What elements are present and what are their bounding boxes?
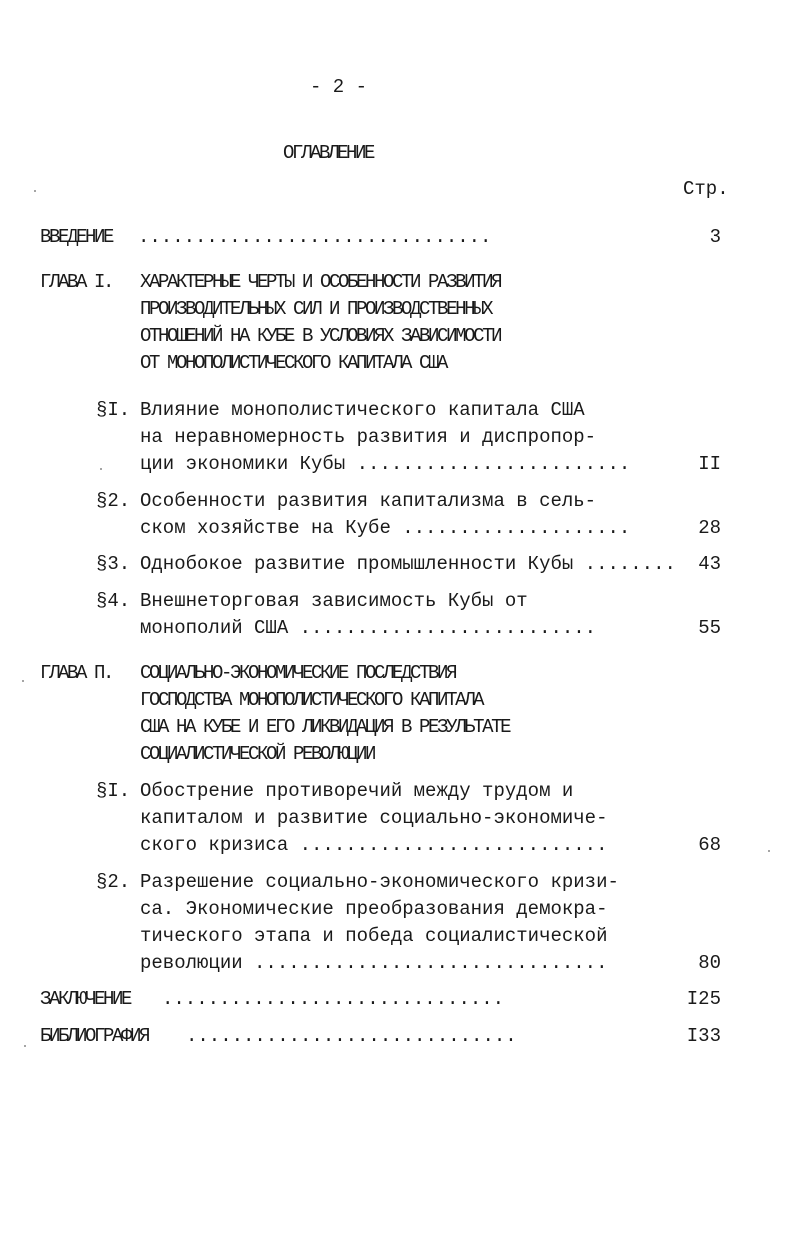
section-line: Внешнеторговая зависимость Кубы от (140, 590, 528, 612)
chapter2-title-line: СОЦИАЛИСТИЧЕСКОЙ РЕВОЛЮЦИИ (140, 743, 375, 765)
section-line: капиталом и развитие социально-экономиче- (140, 807, 608, 829)
section-page: 68 (698, 834, 721, 856)
section-page: 80 (698, 952, 721, 974)
chapter1-title-line: ОТНОШЕНИЙ НА КУБЕ В УСЛОВИЯХ ЗАВИСИМОСТИ (140, 325, 501, 347)
scan-speck (100, 468, 102, 470)
section-page: II (698, 453, 721, 475)
section-line: Однобокое развитие промышленности Кубы ........ (140, 553, 676, 575)
conclusion-leader: .............................. (162, 988, 505, 1010)
section-page: 28 (698, 517, 721, 539)
scan-speck (34, 190, 36, 192)
section-line: монополий США .......................... (140, 617, 597, 639)
section-line: тического этапа и победа социалистической (140, 925, 608, 947)
section-number: §I. (96, 399, 131, 421)
chapter1-title-line: ХАРАКТЕРНЫЕ ЧЕРТЫ И ОСОБЕННОСТИ РАЗВИТИЯ (140, 271, 501, 293)
section-number: §2. (96, 871, 131, 893)
intro-label: ВВЕДЕНИЕ (40, 226, 113, 248)
chapter1-title-line: ПРОИЗВОДИТЕЛЬНЫХ СИЛ И ПРОИЗВОДСТВЕННЫХ (140, 298, 492, 320)
section-line: на неравномерность развития и диспропор- (140, 426, 597, 448)
section-line: революции ............................... (140, 952, 608, 974)
section-line: ского кризиса ........................... (140, 834, 608, 856)
scan-speck (24, 1045, 26, 1047)
bibliography-page: I33 (686, 1025, 721, 1047)
intro-page: 3 (709, 226, 721, 248)
chapter1-title-line: ОТ МОНОПОЛИСТИЧЕСКОГО КАПИТАЛА США (140, 352, 447, 374)
toc-heading: ОГЛАВЛЕНИЕ (283, 142, 374, 164)
scan-speck (22, 680, 24, 682)
section-page: 55 (698, 617, 721, 639)
scan-speck (768, 850, 770, 852)
section-line: Разрешение социально-экономического кризи- (140, 871, 619, 893)
conclusion-page: I25 (686, 988, 721, 1010)
chapter2-title-line: ГОСПОДСТВА МОНОПОЛИСТИЧЕСКОГО КАПИТАЛА (140, 689, 483, 711)
section-line: ции экономики Кубы ........................ (140, 453, 631, 475)
page-number: - 2 - (310, 76, 368, 98)
section-number: §2. (96, 490, 131, 512)
chapter2-title-line: США НА КУБЕ И ЕГО ЛИКВИДАЦИЯ В РЕЗУЛЬТАТЕ (140, 716, 510, 738)
section-number: §I. (96, 780, 131, 802)
chapter1-label: ГЛАВА I. (40, 271, 113, 293)
section-number: §3. (96, 553, 131, 575)
chapter2-label: ГЛАВА П. (40, 662, 113, 684)
intro-leader: ............................... (138, 226, 492, 248)
section-line: ском хозяйстве на Кубе .................... (140, 517, 631, 539)
bibliography-label: БИБЛИОГРАФИЯ (40, 1025, 149, 1047)
section-page: 43 (698, 553, 721, 575)
conclusion-label: ЗАКЛЮЧЕНИЕ (40, 988, 131, 1010)
chapter2-title-line: СОЦИАЛЬНО-ЭКОНОМИЧЕСКИЕ ПОСЛЕДСТВИЯ (140, 662, 456, 684)
bibliography-leader: ............................. (186, 1025, 517, 1047)
section-line: Особенности развития капитализма в сель- (140, 490, 597, 512)
page-column-label: Стр. (683, 178, 729, 200)
section-number: §4. (96, 590, 131, 612)
section-line: Влияние монополистического капитала США (140, 399, 585, 421)
section-line: Обострение противоречий между трудом и (140, 780, 574, 802)
section-line: са. Экономические преобразования демокра- (140, 898, 608, 920)
